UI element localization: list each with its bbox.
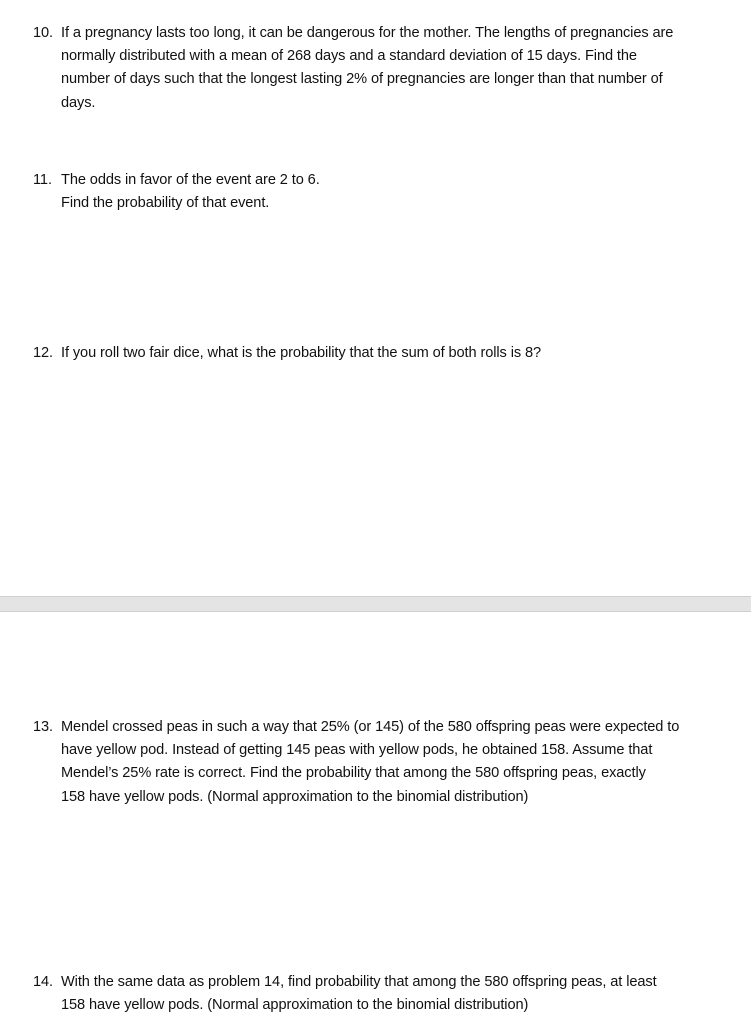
- question-number: 10.: [33, 25, 53, 41]
- question-11: [33, 169, 713, 215]
- question-number: 12.: [33, 345, 53, 361]
- question-text: If you roll two fair dice, what is the probability that the sum of both rolls is 8?: [61, 345, 542, 361]
- question-text: With the same data as problem 14, find probability that among the 580 offspring peas, at least 158 have yellow pods. (Normal approximation to the binomial distribution): [61, 974, 657, 1014]
- question-14: [33, 971, 713, 1017]
- question-text: If a pregnancy lasts too long, it can be dangerous for the mother. The lengths of pregnancies are normally distributed with a mean of 268 days and a standard deviation of 15 days. Find the number of days such that the longest lasting 2% of pregnancies are longer than that number of days.: [61, 25, 674, 111]
- question-text: Mendel crossed peas in such a way that 25% (or 145) of the 580 offspring peas were expected to have yellow pod. Instead of getting 145 peas with yellow pods, he obtained 158. Assume that Mendel’s 25% rate is correct. Find the probability that among the 580 offspring peas, exactly 158 have yellow pods. (Normal approximation to the binomial distribution): [61, 719, 680, 805]
- document-page-2: [0, 612, 751, 1024]
- question-text: The odds in favor of the event are 2 to 6. Find the probability of that event.: [61, 172, 320, 212]
- question-number: 14.: [33, 974, 53, 990]
- question-number: 13.: [33, 719, 53, 735]
- question-13: [33, 716, 713, 809]
- question-10: [33, 22, 713, 115]
- question-12: [33, 342, 713, 365]
- page-separator: [0, 596, 751, 612]
- question-number: 11.: [33, 172, 52, 188]
